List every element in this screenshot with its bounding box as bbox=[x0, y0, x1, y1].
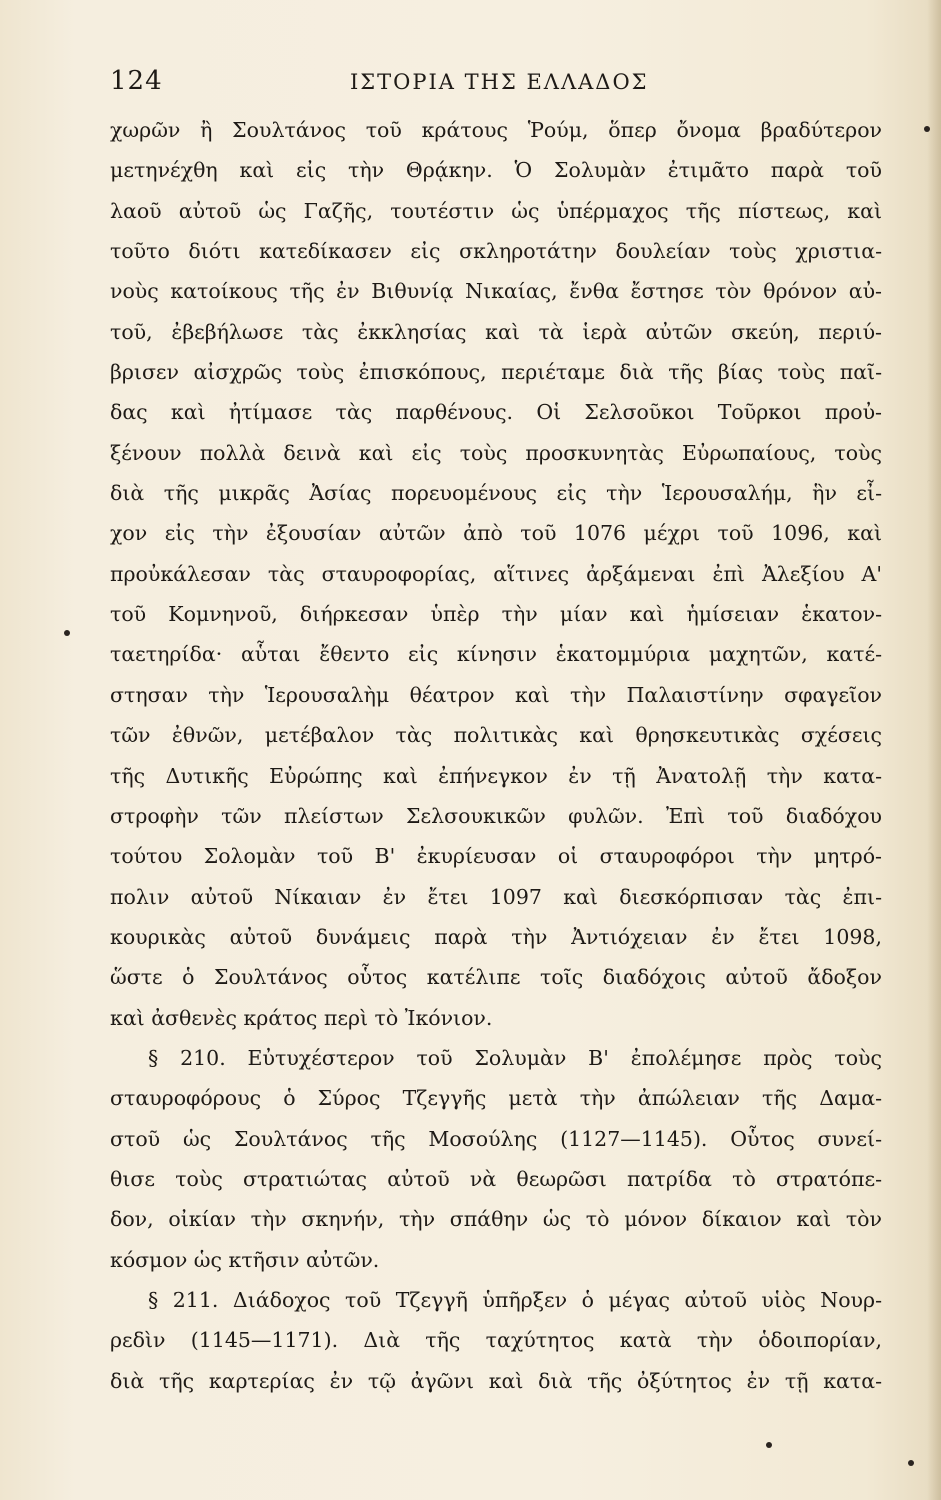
page-edge-shadow bbox=[927, 0, 941, 1500]
text-line: τοῦ Κομνηνοῦ, διήρκεσαν ὑπὲρ τὴν μίαν καὶ ἡμίσειαν ἑκατον- bbox=[110, 602, 882, 627]
text-line: προὐκάλεσαν τὰς σταυροφορίας, αἵτινες ἀρξάμεναι ἐπὶ Ἀλεξίου Α' bbox=[110, 561, 882, 586]
page-header bbox=[110, 66, 870, 106]
text-line: στησαν τὴν Ἱερουσαλὴμ θέατρον καὶ τὴν Παλαιστίνην σφαγεῖον bbox=[110, 682, 882, 707]
text-line: μετηνέχθη καὶ εἰς τὴν Θρᾴκην. Ὁ Σολυμὰν ἐτιμᾶτο παρὰ τοῦ bbox=[110, 158, 882, 183]
ink-speck bbox=[924, 126, 930, 132]
text-line: δας καὶ ἠτίμασε τὰς παρθένους. Οἱ Σελσοῦκοι Τοῦρκοι προὐ- bbox=[110, 400, 882, 425]
text-line: τῆς Δυτικῆς Εὐρώπης καὶ ἐπήνεγκον ἐν τῇ Ἀνατολῇ τὴν κατα- bbox=[110, 763, 882, 788]
text-line: χωρῶν ἢ Σουλτάνος τοῦ κράτους Ῥούμ, ὅπερ ὄνομα βραδύτερον bbox=[110, 118, 882, 142]
text-line: καὶ ἀσθενὲς κράτος περὶ τὸ Ἰκόνιον. bbox=[110, 1005, 493, 1030]
text-line: διὰ τῆς μικρᾶς Ἀσίας πορευομένους εἰς τὴν Ἱερουσαλήμ, ἣν εἶ- bbox=[110, 481, 882, 506]
ink-speck bbox=[908, 1460, 914, 1466]
text-line: πολιν αὐτοῦ Νίκαιαν ἐν ἔτει 1097 καὶ διεσκόρπισαν τὰς ἐπι- bbox=[110, 884, 882, 909]
text-line: βρισεν αἰσχρῶς τοὺς ἐπισκόπους, περιέταμε διὰ τῆς βίας τοὺς παῖ- bbox=[110, 360, 882, 385]
text-line: στοῦ ὡς Σουλτάνος τῆς Μοσούλης (1127—1145). Οὗτος συνεί- bbox=[110, 1126, 882, 1151]
paragraph-211-start: § 211. Διάδοχος τοῦ Τζεγγῆ ὑπῆρξεν ὁ μέγας αὐτοῦ υἱὸς Νουρ- bbox=[148, 1287, 882, 1312]
text-line: τούτου Σολομὰν τοῦ Β' ἐκυρίευσαν οἱ σταυροφόροι τὴν μητρό- bbox=[110, 844, 882, 869]
text-line: νοὺς κατοίκους τῆς ἐν Βιθυνίᾳ Νικαίας, ἔνθα ἔστησε τὸν θρόνον αὐ- bbox=[110, 279, 882, 304]
text-line: διὰ τῆς καρτερίας ἐν τῷ ἀγῶνι καὶ διὰ τῆς ὀξύτητος ἐν τῇ κατα- bbox=[110, 1368, 882, 1393]
text-line: ταετηρίδα· αὗται ἔθεντο εἰς κίνησιν ἑκατομμύρια μαχητῶν, κατέ- bbox=[110, 642, 882, 667]
text-line: χον εἰς τὴν ἐξουσίαν αὐτῶν ἀπὸ τοῦ 1076 μέχρι τοῦ 1096, καὶ bbox=[110, 521, 882, 546]
text-line: θισε τοὺς στρατιώτας αὐτοῦ νὰ θεωρῶσι πατρίδα τὸ στρατόπε- bbox=[110, 1166, 882, 1191]
text-line: ὥστε ὁ Σουλτάνος οὗτος κατέλιπε τοῖς διαδόχοις αὐτοῦ ἄδοξον bbox=[110, 965, 882, 990]
page-number: 124 bbox=[110, 66, 163, 96]
text-line: ρεδὶν (1145—1171). Διὰ τῆς ταχύτητος κατὰ τὴν ὁδοιπορίαν, bbox=[110, 1328, 882, 1353]
text-line: σταυροφόρους ὁ Σύρος Τζεγγῆς μετὰ τὴν ἀπώλειαν τῆς Δαμα- bbox=[110, 1086, 882, 1111]
text-line: ξένουν πολλὰ δεινὰ καὶ εἰς τοὺς προσκυνητὰς Εὐρωπαίους, τοὺς bbox=[110, 440, 882, 465]
paragraph-210-start: § 210. Εὐτυχέστερον τοῦ Σολυμὰν Β' ἐπολέμησε πρὸς τοὺς bbox=[148, 1045, 882, 1070]
ink-speck bbox=[64, 630, 70, 636]
body-text bbox=[110, 110, 882, 1401]
ink-speck bbox=[766, 1442, 772, 1448]
text-line: τοῦ, ἐβεβήλωσε τὰς ἐκκλησίας καὶ τὰ ἱερὰ αὐτῶν σκεύη, περιύ- bbox=[110, 319, 882, 344]
text-line: τῶν ἐθνῶν, μετέβαλον τὰς πολιτικὰς καὶ θρησκευτικὰς σχέσεις bbox=[110, 723, 882, 748]
text-line: λαοῦ αὐτοῦ ὡς Γαζῆς, τουτέστιν ὡς ὑπέρμαχος τῆς πίστεως, καὶ bbox=[110, 198, 882, 223]
text-line: κουρικὰς αὐτοῦ δυνάμεις παρὰ τὴν Ἀντιόχειαν ἐν ἔτει 1098, bbox=[110, 924, 882, 949]
text-line: δον, οἰκίαν τὴν σκηνήν, τὴν σπάθην ὡς τὸ μόνον δίκαιον καὶ τὸν bbox=[110, 1207, 882, 1232]
running-title: ΙΣΤΟΡΙΑ ΤΗΣ ΕΛΛΑΔΟΣ bbox=[350, 70, 649, 94]
text-line: τοῦτο διότι κατεδίκασεν εἰς σκληροτάτην δουλείαν τοὺς χριστια- bbox=[110, 239, 882, 264]
text-line: κόσμον ὡς κτῆσιν αὐτῶν. bbox=[110, 1247, 380, 1272]
text-line: στροφὴν τῶν πλείστων Σελσουκικῶν φυλῶν. Ἐπὶ τοῦ διαδόχου bbox=[110, 803, 882, 828]
